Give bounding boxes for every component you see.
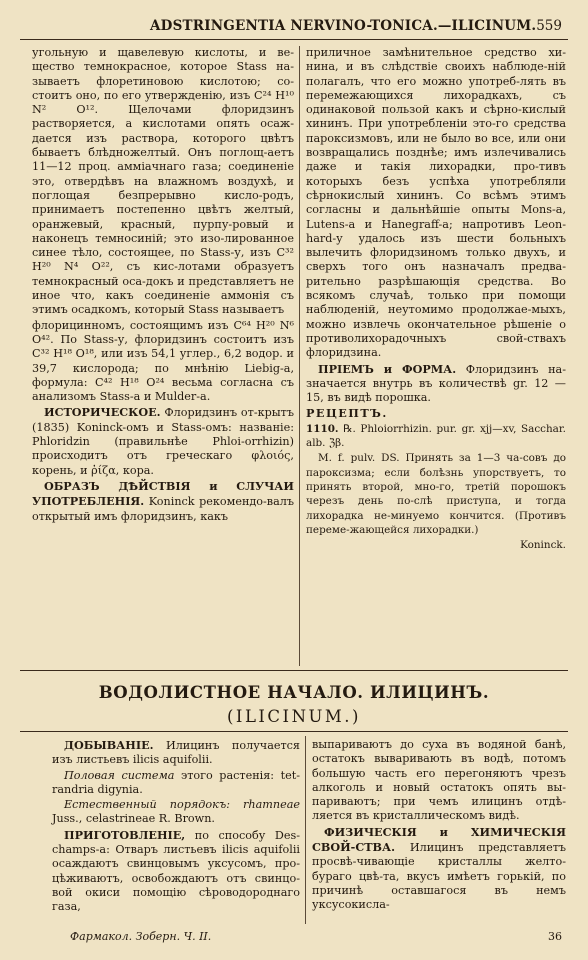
section-rule-bottom	[20, 731, 568, 732]
obtaining-text: Илицинъ получается изъ листьевъ ilicis aquifolii.	[52, 739, 300, 767]
properties-text: Илицинъ представляетъ просвѣ-чивающіе кристаллы желто-бураго цвѣ-та, вкусъ имѣетъ горькій, по причинѣ оставшагося въ немъ уксусокисла-	[312, 841, 567, 912]
dosage-text: Флоридзинъ на-значается внутрь въ количествѣ gr. 12 —15, въ видѣ порошка.	[306, 362, 566, 405]
historical-paragraph	[32, 405, 294, 477]
running-header	[0, 18, 588, 38]
section-rule-top	[20, 670, 568, 671]
lower-right-column	[312, 738, 566, 914]
recipe-number: 1110.	[306, 422, 339, 435]
lower-left-column	[52, 738, 300, 916]
upper-left-column	[32, 46, 294, 525]
paragraph: выпариваютъ до суха въ водяной банѣ, остатокъ вываривають въ водѣ, потомъ большую часть его перегоняютъ чрезъ алкоголь и новый остатокъ опять вы-париваютъ; при чемъ илицинъ отдѣ-ляется въ кристаллическомъ видѣ.	[312, 738, 566, 823]
action-text: Koninck рекомендо-валъ открытый имъ флоридзинъ, какъ	[32, 495, 294, 523]
sexual-system-paragraph	[52, 769, 300, 798]
action-paragraph	[32, 479, 294, 524]
recipe-instructions: M. f. pulv. DS. Принять за 1—3 ча-совъ до пароксизма; если болѣзнь упорствуетъ, то принять второй, мно-го, третій порошокъ черезъ день по-слѣ приступа, и тогда лихорадка не-минуемо кончится. (Противъ переме-жающейся лихорадки.)	[306, 452, 566, 536]
header-rule	[20, 39, 568, 40]
sexual-system-text: этого растенія: tet-randria digynia.	[52, 768, 300, 796]
properties-paragraph	[312, 825, 566, 913]
page-footer	[70, 930, 562, 946]
natural-order-paragraph	[52, 798, 300, 827]
dosage-paragraph	[306, 362, 566, 406]
recipe-heading: РЕЦЕПТЪ.	[306, 406, 388, 421]
natural-order-text: Juss., celastrineae R. Brown.	[52, 812, 215, 826]
preparation-paragraph	[52, 828, 300, 915]
section-latin-title: (ILICINUM.)	[227, 707, 361, 726]
recipe-line: ℞. Phloiorrhizin. pur. gr. xjj—xv, Sacchar. alb. ℨβ.	[306, 422, 566, 450]
paragraph: флорицинномъ, состоящимъ изъ C⁶⁴ H²⁰ N⁶ O⁴². По Stass-у, флоридзинъ состоитъ изъ C³² H¹⁸ O¹⁸, или изъ 54,1 углер., 6,2 водор. и 39,7 кислорода; по мнѣнію Liebig-а, формула: C⁴² H¹⁸ O²⁴ весьма согласна съ анализомъ Stass-а и Mulder-а.	[32, 318, 294, 404]
recipe-ingredients	[306, 422, 566, 451]
dosage-heading: ПРІЕМЪ и ФОРМА.	[318, 361, 457, 376]
preparation-text: по способу Des-champs-а: Отваръ листьевъ ilicis aquifolii осаждаютъ свинцовымъ уксусомъ, про-цѣживаютъ, освобождаютъ отъ свинцо-вой окиси помощію сѣроводороднаго газа,	[52, 828, 300, 914]
obtaining-heading: ДОБЫВАНІЕ.	[64, 738, 154, 752]
page-number: 559	[536, 18, 562, 34]
sexual-system-label: Половая система	[64, 768, 175, 782]
preparation-heading: ПРИГОТОВЛЕНІЕ,	[64, 827, 186, 842]
paragraph: угольную и щавелевую кислоты, и ве-щество темнокрасное, которое Stass на-зываетъ флоретиновою кислотою; со-стоитъ оно, по его утвержденію, изъ C²⁴ H¹⁰ N² O¹². Щелочами флоридзинъ растворяется, а кислотами опять осаж-дается изъ раствора, которого цвѣтъ бываетъ блѣдножелтый. Онъ поглощ-аетъ 11—12 проц. амміачнаго газа; соединеніе это, отвердѣвъ на влажномъ воздухѣ, и поглощая безпрерывно кисло-родъ, принимаетъ постепенно цвѣтъ желтый, оранжевый, красный, пурпу-ровый и наконецъ темносиній; это изо-лированное синее тѣло, состоящее, по Stass-у, изъ C³² H²⁰ N⁴ O²², съ кис-лотами образуетъ темнокрасный оса-докъ и представляетъ не иное что, какъ соединеніе аммонія съ этимъ осадкомъ, который Stass называетъ	[32, 46, 294, 317]
footer-signature: Фармакол. Зоберн. Ч. II.	[70, 930, 212, 943]
header-title: ADSTRINGENTIA NERVINO-TONICA.—ILICINUM.	[150, 18, 537, 34]
action-heading: ОБРАЗЪ ДѢЙСТВІЯ и СЛУЧАИ УПОТРЕБЛЕНІЯ.	[32, 478, 294, 509]
upper-right-column	[306, 46, 566, 553]
recipe-author: Koninck.	[520, 539, 566, 552]
column-divider	[299, 46, 300, 666]
natural-order-label: Естественный порядокъ: rhamneae	[64, 798, 300, 812]
obtaining-paragraph	[52, 738, 300, 768]
section-title: ВОДОЛИСТНОЕ НАЧАЛО. ИЛИЦИНЪ.	[98, 683, 490, 702]
paragraph: приличное замѣнительное средство хи-нина, и въ слѣдствіе своихъ наблюде-ній полагалъ, что его можно употреб-лять въ перемежающихся лихорадкахъ, съ одинаковой пользой какъ и сѣрно-кислый хининъ. При употребленіи это-го средства пароксизмовъ, или не было во все, или они возвращались позднѣе; имъ излечивались даже и такія лихорадки, про-тивъ которыхъ безъ успѣха употребляли сѣрнокислый хининъ. Со всѣмъ этимъ согласны и дальнѣйшіе опыты Mons-а, Lutens-а и Hanegraff-а; напротивъ Leon-hard-у удалось изъ шести больныхъ вылечить флоридзиномъ только двухъ, и сверхъ того онъ назначалъ предва-рительно разрѣшающія средства. Во всякомъ случаѣ, только при помощи наблюденій, неутомимо продолжае-мыхъ, можно извлечь окончательное рѣшеніе о противолихорадочныхъ свой-ствахъ флоридзина.	[306, 46, 566, 360]
lower-column-divider	[305, 736, 306, 924]
properties-heading: ФИЗИЧЕСКІЯ и ХИМИЧЕСКІЯ СВОЙ-СТВА.	[312, 824, 566, 855]
historical-text: Флоридзинъ от-крытъ (1835) Koninck-омъ и Stass-омъ: названіе: Phloridzin (правильнѣе Phloi-orrhizin) происходитъ отъ греческаго φλοιός, корень, и ῥίζα, кора.	[32, 406, 294, 477]
footer-sheet-number: 36	[548, 930, 562, 943]
historical-heading: ИСТОРИЧЕСКОЕ.	[44, 405, 161, 420]
